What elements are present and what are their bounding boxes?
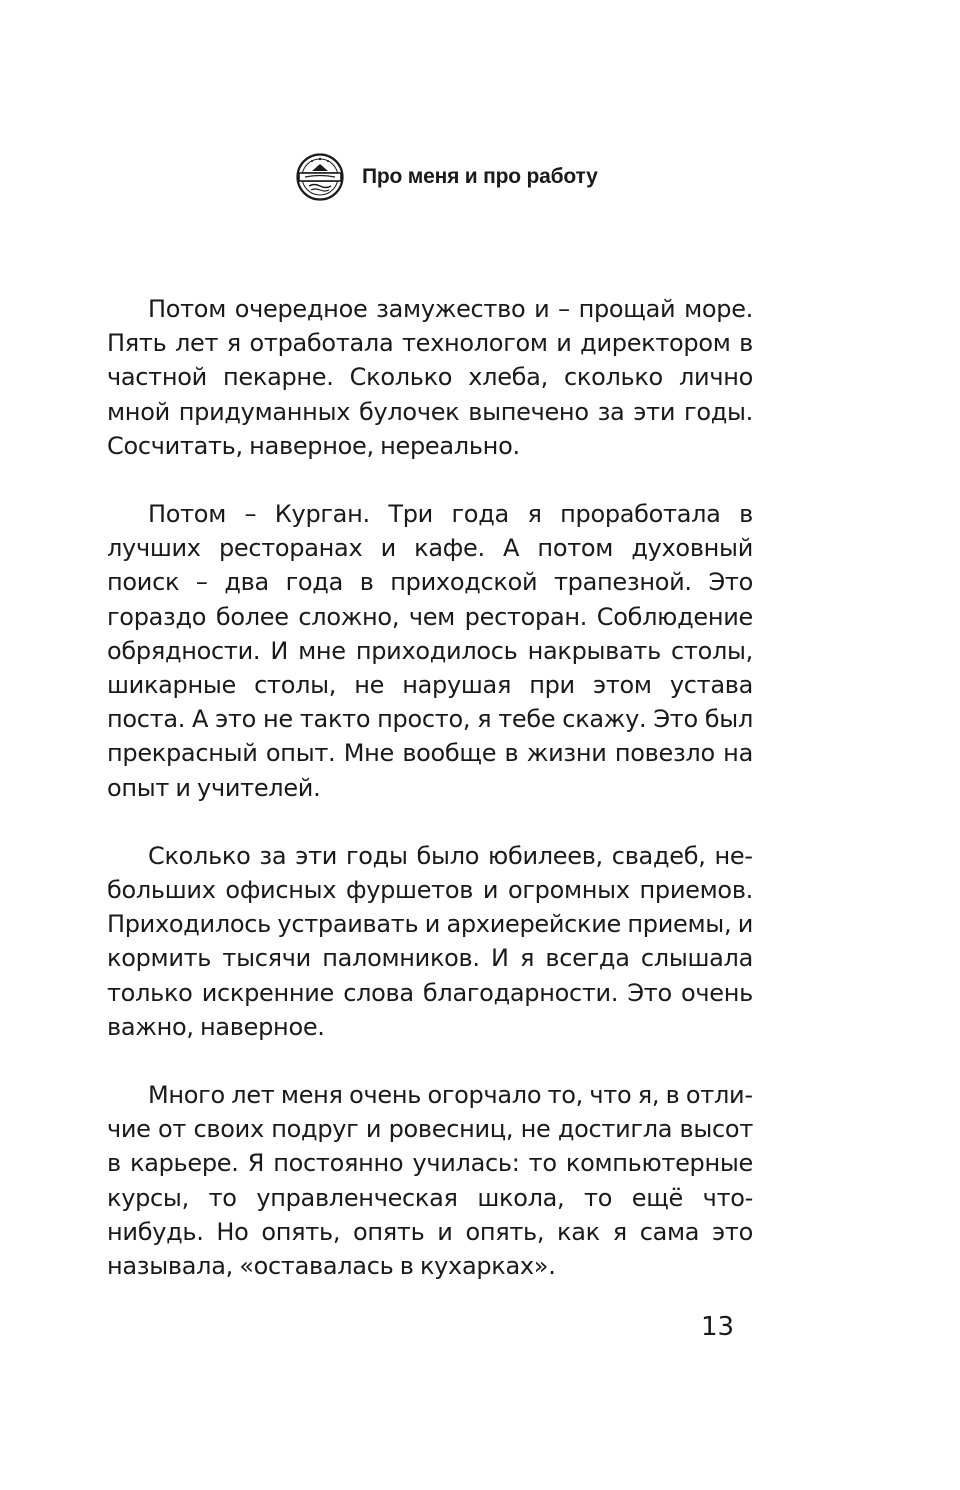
ship-seal-emblem-icon [296,153,344,201]
running-header-title: Про меня и про работу [362,165,598,188]
paragraph: Потом – Курган. Три года я проработала в лучших ресторанах и кафе. А потом духовный поиск – два года в приходской трапезной. Это гораздо более сложно, чем ресторан. Соблюдение обрядности. И мне приходилось накрывать столы, шикарные столы, не нарушая при этом устава поста. А это не такто просто, я тебе скажу. Это был прекрасный опыт. Мне вообще в жизни повезло на опыт и учителей. [107,500,753,802]
body-text [107,292,753,1317]
paragraph: Потом очередное замужество и – прощай море. Пять лет я отработала технологом и директором в частной пекарне. Сколько хлеба, сколько лично мной придуманных булочек выпечено за эти годы. Сосчитать, наверное, нереально. [107,295,753,460]
paragraph: Сколько за эти годы было юбилеев, свадеб, небольших офисных фуршетов и огромных приемов. Приходилось устраивать и архиерейские приемы, и кормить тысячи паломников. И я всегда слышала только искренние слова благодарности. Это очень важно, наверное. [107,841,753,1041]
paragraph: Много лет меня очень огорчало то, что я, в отличие от своих подруг и ровесниц, не достигла высот в карьере. Я постоянно училась: то компьютерные курсы, то управленческая школа, то ещё что-нибудь. Но опять, опять и опять, как я сама это называла, «оставалась в кухарках». [107,1081,753,1281]
running-header [296,153,598,201]
page-number: 13 [701,1312,735,1342]
